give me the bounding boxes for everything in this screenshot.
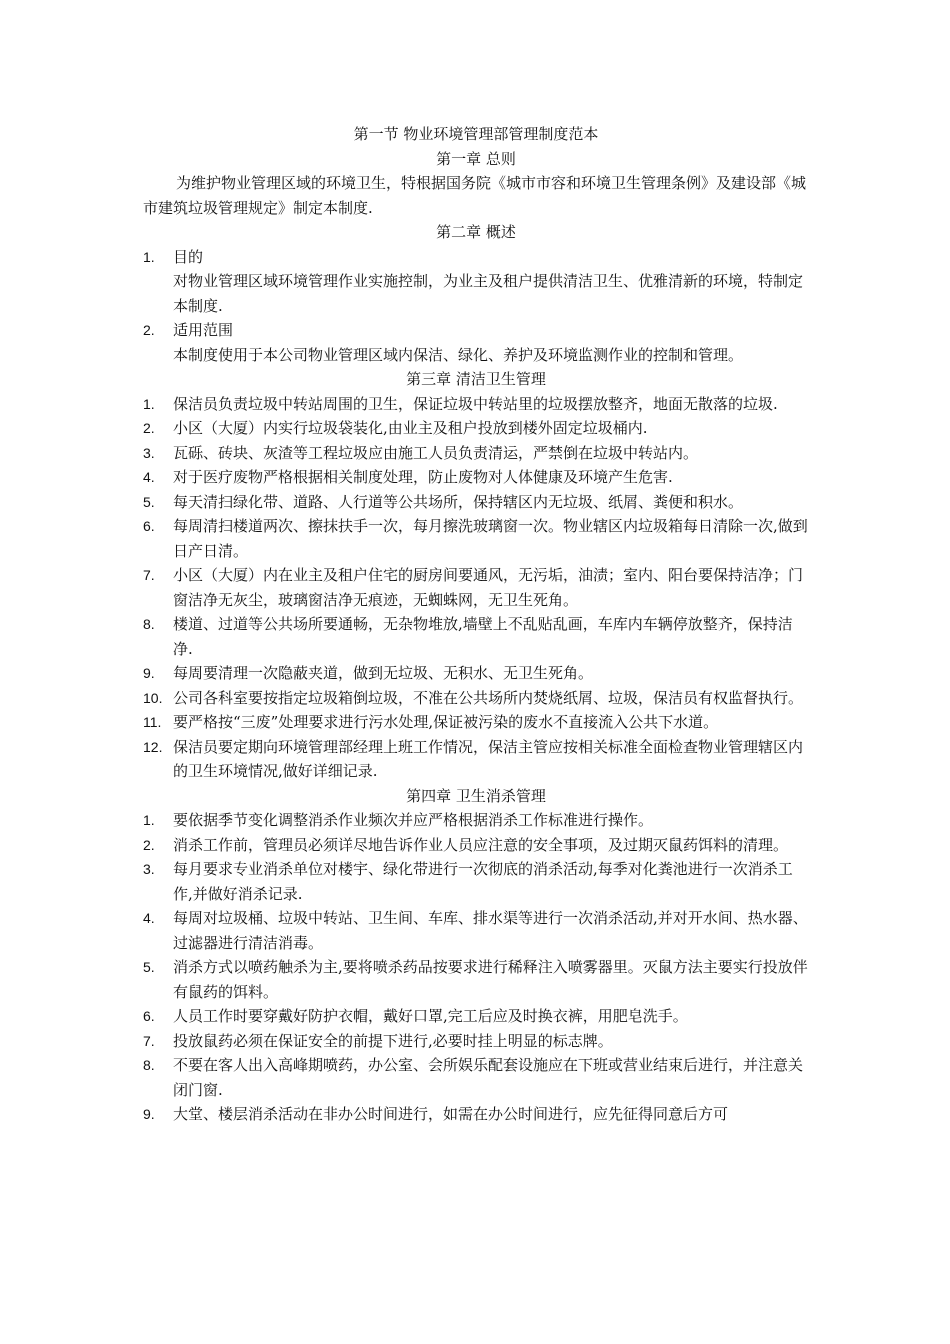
list-item-text: 要依据季节变化调整消杀作业频次并应严格根据消杀工作标准进行操作。: [173, 811, 654, 829]
section-title: 第一节 物业环境管理部管理制度范本: [353, 125, 599, 143]
list-item-number: 1.: [143, 248, 155, 265]
list-item-number: 8.: [143, 1057, 155, 1073]
list-item-number: 2.: [143, 322, 155, 338]
list-item: [143, 612, 809, 661]
list-item-number: 4.: [143, 910, 155, 926]
list-item-text: 人员工作时要穿戴好防护衣帽，戴好口罩,完工后应及时换衣裤，用肥皂洗手。: [173, 1007, 688, 1025]
list-item-text: 每周对垃圾桶、垃圾中转站、卫生间、车库、排水渠等进行一次消杀活动,并对开水间、热水器、过滤器进行清洁消毒。: [173, 909, 808, 952]
list-item-label: 目的: [173, 247, 204, 266]
list-item: [143, 416, 809, 441]
list-item-text: 每周要清理一次隐蔽夹道，做到无垃圾、无积水、无卫生死角。: [173, 664, 594, 682]
list-item-number: 4.: [143, 469, 155, 485]
list-item: [143, 686, 809, 711]
list-item-text: 投放鼠药必须在保证安全的前提下进行,必要时挂上明显的标志牌。: [173, 1031, 613, 1050]
document-page: [143, 122, 809, 1127]
list-item-number: 5.: [143, 493, 155, 510]
list-item-text: 对于医疗废物严格根据相关制度处理，防止废物对人体健康及环境产生危害.: [173, 468, 673, 486]
list-item-number: 1.: [143, 812, 155, 828]
list-item-number: 9.: [143, 1106, 155, 1122]
list-item: [143, 490, 809, 515]
list-item-number: 9.: [143, 665, 155, 681]
list-item: [143, 514, 809, 563]
chapter-2-list: [143, 245, 809, 368]
list-item: [143, 245, 809, 319]
list-item: [143, 318, 809, 367]
list-item-text: 小区（大厦）内实行垃圾袋装化,由业主及租户投放到楼外固定垃圾桶内.: [173, 419, 648, 437]
list-item: [143, 1029, 809, 1054]
list-item-label: 适用范围: [173, 321, 234, 339]
list-item: [143, 563, 809, 612]
list-item-text: 楼道、过道等公共场所要通畅，无杂物堆放,墙壁上不乱贴乱画，车库内车辆停放整齐，保持洁净.: [173, 615, 793, 658]
list-item-text: 消杀工作前，管理员必须详尽地告诉作业人员应注意的安全事项，及过期灭鼠药饵料的清理。: [173, 835, 789, 854]
list-item: [143, 808, 809, 833]
list-item: [143, 1053, 809, 1102]
list-item: [143, 392, 809, 417]
list-item-number: 12.: [143, 738, 163, 755]
list-item-number: 11.: [143, 714, 162, 730]
list-item-number: 3.: [143, 444, 155, 461]
list-item: [143, 955, 809, 1004]
chapter-1-paragraph: 为维护物业管理区域的环境卫生，特根据国务院《城市市容和环境卫生管理条例》及建设部《城市建筑垃圾管理规定》制定本制度.: [143, 174, 807, 217]
list-item-number: 7.: [143, 567, 155, 583]
list-item-text: 保洁员负责垃圾中转站周围的卫生，保证垃圾中转站里的垃圾摆放整齐，地面无散落的垃圾.: [173, 394, 778, 413]
list-item-number: 3.: [143, 861, 155, 877]
list-item-number: 6.: [143, 1008, 155, 1024]
list-item-number: 2.: [143, 420, 155, 436]
list-item: [143, 465, 809, 490]
list-item-number: 8.: [143, 616, 155, 632]
chapter-4-list: [143, 808, 809, 1127]
list-item-text: 保洁员要定期向环境管理部经理上班工作情况，保洁主管应按相关标准全面检查物业管理辖区内的卫生环境情况,做好详细记录.: [173, 737, 804, 780]
chapter-4-heading: 第四章 卫生消杀管理: [406, 786, 546, 805]
list-item-text: 每周清扫楼道两次、擦抹扶手一次，每月擦洗玻璃窗一次。物业辖区内垃圾箱每日清除一次,做到日产日清。: [173, 517, 808, 560]
chapter-3-list: [143, 392, 809, 784]
chapter-3-heading: 第三章 清洁卫生管理: [406, 370, 546, 388]
list-item-number: 5.: [143, 959, 155, 975]
list-item-number: 6.: [143, 518, 155, 534]
list-item-text: 要严格按“三废”处理要求进行污水处理,保证被污染的废水不直接流入公共下水道。: [173, 713, 719, 731]
list-item-text: 大堂、楼层消杀活动在非办公时间进行，如需在办公时间进行，应先征得同意后方可: [173, 1105, 729, 1123]
list-item-number: 7.: [143, 1032, 155, 1049]
list-item-text: 公司各科室要按指定垃圾箱倒垃圾，不准在公共场所内焚烧纸屑、垃圾，保洁员有权监督执行。: [173, 688, 804, 707]
list-item: [143, 441, 809, 466]
list-item-text: 瓦砾、砖块、灰渣等工程垃圾应由施工人员负责清运，严禁倒在垃圾中转站内。: [173, 443, 699, 462]
list-item: [143, 710, 809, 735]
list-item-text: 小区（大厦）内在业主及租户住宅的厨房间要通风，无污垢，油渍；室内、阳台要保持洁净；门窗洁净无灰尘，玻璃窗洁净无痕迹，无蜘蛛网，无卫生死角。: [173, 566, 804, 609]
list-item: [143, 1004, 809, 1029]
list-item: [143, 906, 809, 955]
list-item-text: 每月要求专业消杀单位对楼宇、绿化带进行一次彻底的消杀活动,每季对化粪池进行一次消杀工作,并做好消杀记录.: [173, 860, 793, 903]
list-item-number: 2.: [143, 836, 155, 853]
list-item: [143, 735, 809, 784]
list-item-body: 本制度使用于本公司物业管理区域内保洁、绿化、养护及环境监测作业的控制和管理。: [173, 345, 744, 364]
chapter-2-heading: 第二章 概述: [436, 223, 516, 241]
list-item: [143, 661, 809, 686]
list-item-number: 1.: [143, 395, 155, 412]
list-item: [143, 857, 809, 906]
list-item-body: 对物业管理区域环境管理作业实施控制，为业主及租户提供清洁卫生、优雅清新的环境，特制定本制度.: [173, 272, 804, 315]
list-item-text: 每天清扫绿化带、道路、人行道等公共场所，保持辖区内无垃圾、纸屑、粪便和积水。: [173, 492, 744, 511]
list-item-text: 消杀方式以喷药触杀为主,要将喷杀药品按要求进行稀释注入喷雾器里。灭鼠方法主要实行投放伴有鼠药的饵料。: [173, 958, 808, 1001]
list-item: [143, 1102, 809, 1127]
chapter-1-heading: 第一章 总则: [436, 149, 516, 168]
list-item-text: 不要在客人出入高峰期喷药，办公室、会所娱乐配套设施应在下班或营业结束后进行，并注意关闭门窗.: [173, 1056, 804, 1099]
list-item-number: 10.: [143, 689, 163, 706]
list-item: [143, 833, 809, 858]
